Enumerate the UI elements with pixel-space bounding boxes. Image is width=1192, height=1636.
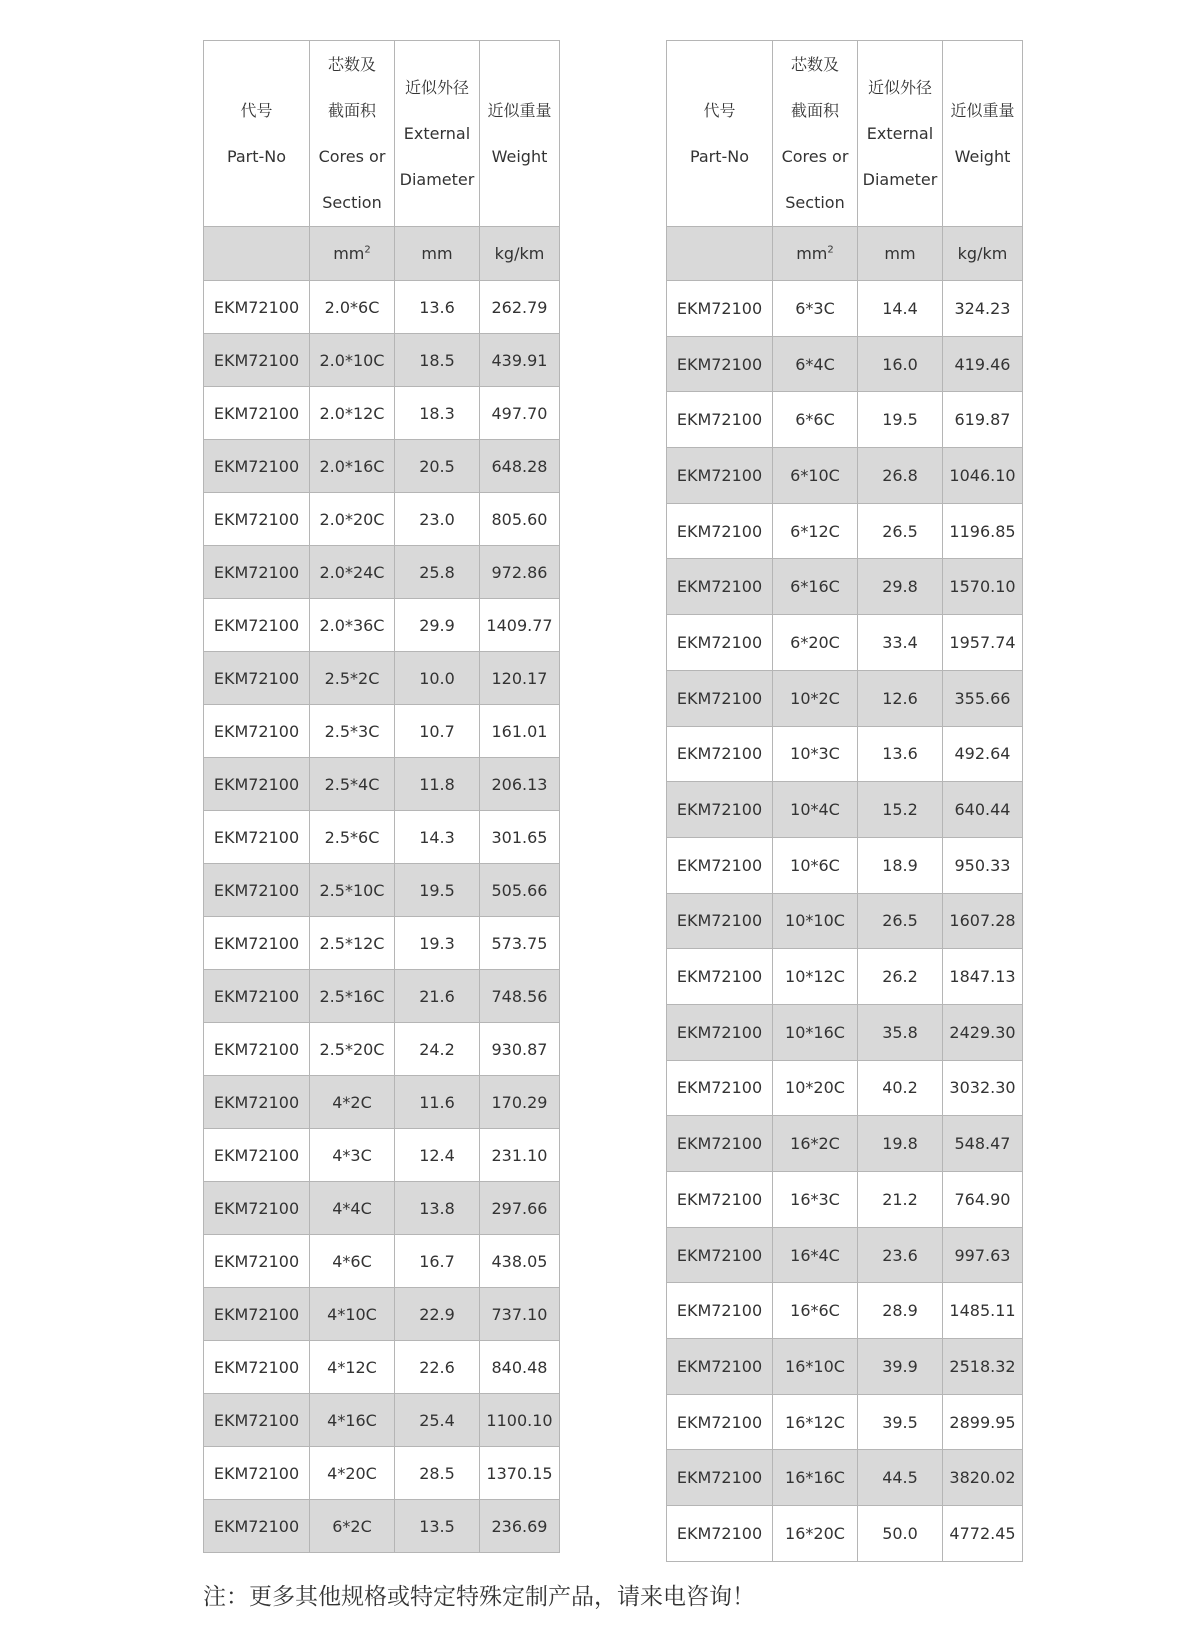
unit-diameter: mm — [858, 227, 943, 281]
table-row — [204, 387, 560, 440]
weight-cell: 640.44 — [943, 782, 1023, 838]
cores-section-cell: 4*12C — [310, 1341, 395, 1394]
part-no-cell: EKM72100 — [667, 782, 773, 838]
diameter-cell: 14.3 — [395, 811, 480, 864]
cores-section-cell: 6*4C — [773, 336, 858, 392]
part-no-cell: EKM72100 — [204, 1129, 310, 1182]
weight-cell: 737.10 — [480, 1288, 560, 1341]
weight-cell: 2429.30 — [943, 1004, 1023, 1060]
unit-weight: kg/km — [480, 227, 560, 281]
part-no-cell: EKM72100 — [667, 503, 773, 559]
part-no-cell: EKM72100 — [204, 387, 310, 440]
table-row — [667, 893, 1023, 949]
part-no-cell: EKM72100 — [667, 1450, 773, 1506]
weight-cell: 439.91 — [480, 334, 560, 387]
diameter-cell: 15.2 — [858, 782, 943, 838]
cores-section-cell: 16*3C — [773, 1172, 858, 1228]
table-row — [667, 1172, 1023, 1228]
cores-section-cell: 16*20C — [773, 1506, 858, 1562]
header-cores-section: 芯数及 截面积 Cores or Section — [773, 41, 858, 227]
table-row — [204, 917, 560, 970]
weight-cell: 1100.10 — [480, 1394, 560, 1447]
table-row — [204, 440, 560, 493]
table-row — [667, 448, 1023, 504]
cores-section-cell: 6*2C — [310, 1500, 395, 1553]
part-no-cell: EKM72100 — [667, 615, 773, 671]
diameter-cell: 39.9 — [858, 1339, 943, 1395]
diameter-cell: 16.0 — [858, 336, 943, 392]
table-row — [667, 1450, 1023, 1506]
cores-section-cell: 2.5*3C — [310, 705, 395, 758]
diameter-cell: 13.5 — [395, 1500, 480, 1553]
table-row — [667, 336, 1023, 392]
weight-cell: 231.10 — [480, 1129, 560, 1182]
diameter-cell: 20.5 — [395, 440, 480, 493]
table-row — [667, 1283, 1023, 1339]
part-no-cell: EKM72100 — [204, 1182, 310, 1235]
table-row — [204, 705, 560, 758]
cores-section-cell: 2.5*2C — [310, 652, 395, 705]
table-row — [667, 1060, 1023, 1116]
diameter-cell: 26.5 — [858, 503, 943, 559]
table-row — [667, 503, 1023, 559]
diameter-cell: 18.5 — [395, 334, 480, 387]
diameter-cell: 19.8 — [858, 1116, 943, 1172]
weight-cell: 492.64 — [943, 726, 1023, 782]
weight-cell: 1570.10 — [943, 559, 1023, 615]
weight-cell: 438.05 — [480, 1235, 560, 1288]
weight-cell: 805.60 — [480, 493, 560, 546]
cores-section-cell: 16*12C — [773, 1394, 858, 1450]
table-row — [204, 1182, 560, 1235]
diameter-cell: 33.4 — [858, 615, 943, 671]
weight-cell: 648.28 — [480, 440, 560, 493]
table-row — [204, 1394, 560, 1447]
part-no-cell: EKM72100 — [204, 970, 310, 1023]
diameter-cell: 28.5 — [395, 1447, 480, 1500]
cores-section-cell: 6*20C — [773, 615, 858, 671]
cores-section-cell: 6*16C — [773, 559, 858, 615]
weight-cell: 161.01 — [480, 705, 560, 758]
weight-cell: 2899.95 — [943, 1394, 1023, 1450]
part-no-cell: EKM72100 — [204, 281, 310, 334]
cores-section-cell: 10*20C — [773, 1060, 858, 1116]
part-no-cell: EKM72100 — [667, 949, 773, 1005]
part-no-cell: EKM72100 — [667, 837, 773, 893]
cores-section-cell: 6*6C — [773, 392, 858, 448]
diameter-cell: 11.6 — [395, 1076, 480, 1129]
part-no-cell: EKM72100 — [667, 1506, 773, 1562]
units-row — [204, 227, 560, 281]
table-row — [204, 970, 560, 1023]
table-row — [204, 1076, 560, 1129]
cores-section-cell: 2.0*20C — [310, 493, 395, 546]
part-no-cell: EKM72100 — [204, 1023, 310, 1076]
cores-section-cell: 4*4C — [310, 1182, 395, 1235]
table-row — [204, 811, 560, 864]
diameter-cell: 13.6 — [395, 281, 480, 334]
weight-cell: 236.69 — [480, 1500, 560, 1553]
cores-section-cell: 10*10C — [773, 893, 858, 949]
part-no-cell: EKM72100 — [204, 1288, 310, 1341]
cores-section-cell: 4*6C — [310, 1235, 395, 1288]
table-header-row — [667, 41, 1023, 227]
cores-section-cell: 10*16C — [773, 1004, 858, 1060]
header-external-diameter: 近似外径 External Diameter — [858, 41, 943, 227]
table-row — [204, 493, 560, 546]
weight-cell: 2518.32 — [943, 1339, 1023, 1395]
weight-cell: 1046.10 — [943, 448, 1023, 504]
diameter-cell: 23.6 — [858, 1227, 943, 1283]
diameter-cell: 19.3 — [395, 917, 480, 970]
diameter-cell: 25.8 — [395, 546, 480, 599]
header-part-no: 代号 Part-No — [667, 41, 773, 227]
cores-section-cell: 10*3C — [773, 726, 858, 782]
part-no-cell: EKM72100 — [204, 1394, 310, 1447]
weight-cell: 1607.28 — [943, 893, 1023, 949]
table-row — [204, 758, 560, 811]
table-row — [667, 392, 1023, 448]
weight-cell: 1370.15 — [480, 1447, 560, 1500]
part-no-cell: EKM72100 — [204, 705, 310, 758]
diameter-cell: 21.2 — [858, 1172, 943, 1228]
diameter-cell: 28.9 — [858, 1283, 943, 1339]
cores-section-cell: 4*2C — [310, 1076, 395, 1129]
table-row — [667, 615, 1023, 671]
cores-section-cell: 2.0*6C — [310, 281, 395, 334]
weight-cell: 619.87 — [943, 392, 1023, 448]
weight-cell: 3032.30 — [943, 1060, 1023, 1116]
diameter-cell: 18.9 — [858, 837, 943, 893]
part-no-cell: EKM72100 — [204, 546, 310, 599]
part-no-cell: EKM72100 — [667, 559, 773, 615]
diameter-cell: 22.6 — [395, 1341, 480, 1394]
part-no-cell: EKM72100 — [667, 1339, 773, 1395]
diameter-cell: 26.5 — [858, 893, 943, 949]
weight-cell: 1409.77 — [480, 599, 560, 652]
table-row — [667, 281, 1023, 337]
weight-cell: 419.46 — [943, 336, 1023, 392]
table-row — [204, 599, 560, 652]
weight-cell: 840.48 — [480, 1341, 560, 1394]
part-no-cell: EKM72100 — [204, 1447, 310, 1500]
weight-cell: 262.79 — [480, 281, 560, 334]
part-no-cell: EKM72100 — [204, 440, 310, 493]
part-no-cell: EKM72100 — [204, 864, 310, 917]
diameter-cell: 14.4 — [858, 281, 943, 337]
part-no-cell: EKM72100 — [204, 758, 310, 811]
table-row — [667, 1004, 1023, 1060]
part-no-cell: EKM72100 — [667, 1172, 773, 1228]
units-row — [667, 227, 1023, 281]
table-row — [667, 1506, 1023, 1562]
spec-table-left — [203, 40, 560, 1553]
spec-table-right — [666, 40, 1023, 1562]
table-row — [667, 559, 1023, 615]
cores-section-cell: 2.0*24C — [310, 546, 395, 599]
diameter-cell: 10.0 — [395, 652, 480, 705]
header-cores-section: 芯数及 截面积 Cores or Section — [310, 41, 395, 227]
unit-cores: $mm^2$ — [773, 227, 858, 281]
diameter-cell: 26.8 — [858, 448, 943, 504]
cores-section-cell: 10*4C — [773, 782, 858, 838]
part-no-cell: EKM72100 — [667, 1004, 773, 1060]
unit-cores: $mm^2$ — [310, 227, 395, 281]
weight-cell: 497.70 — [480, 387, 560, 440]
cores-section-cell: 10*2C — [773, 670, 858, 726]
part-no-cell: EKM72100 — [667, 1060, 773, 1116]
diameter-cell: 29.8 — [858, 559, 943, 615]
weight-cell: 950.33 — [943, 837, 1023, 893]
table-row — [667, 670, 1023, 726]
table-row — [667, 837, 1023, 893]
part-no-cell: EKM72100 — [204, 599, 310, 652]
table-row — [667, 726, 1023, 782]
weight-cell: 764.90 — [943, 1172, 1023, 1228]
part-no-cell: EKM72100 — [204, 334, 310, 387]
diameter-cell: 10.7 — [395, 705, 480, 758]
weight-cell: 548.47 — [943, 1116, 1023, 1172]
cores-section-cell: 16*4C — [773, 1227, 858, 1283]
part-no-cell: EKM72100 — [667, 670, 773, 726]
weight-cell: 972.86 — [480, 546, 560, 599]
diameter-cell: 35.8 — [858, 1004, 943, 1060]
cores-section-cell: 4*16C — [310, 1394, 395, 1447]
diameter-cell: 13.8 — [395, 1182, 480, 1235]
table-row — [204, 1235, 560, 1288]
weight-cell: 1957.74 — [943, 615, 1023, 671]
part-no-cell: EKM72100 — [667, 893, 773, 949]
header-external-diameter: 近似外径 External Diameter — [395, 41, 480, 227]
part-no-cell: EKM72100 — [204, 1076, 310, 1129]
cores-section-cell: 2.5*12C — [310, 917, 395, 970]
weight-cell: 297.66 — [480, 1182, 560, 1235]
weight-cell: 1196.85 — [943, 503, 1023, 559]
cores-section-cell: 16*6C — [773, 1283, 858, 1339]
diameter-cell: 39.5 — [858, 1394, 943, 1450]
diameter-cell: 44.5 — [858, 1450, 943, 1506]
diameter-cell: 13.6 — [858, 726, 943, 782]
cores-section-cell: 4*3C — [310, 1129, 395, 1182]
diameter-cell: 12.4 — [395, 1129, 480, 1182]
diameter-cell: 29.9 — [395, 599, 480, 652]
cores-section-cell: 2.0*12C — [310, 387, 395, 440]
table-row — [204, 1129, 560, 1182]
table-header-row — [204, 41, 560, 227]
unit-diameter: mm — [395, 227, 480, 281]
part-no-cell: EKM72100 — [667, 1116, 773, 1172]
cores-section-cell: 4*20C — [310, 1447, 395, 1500]
cores-section-cell: 16*10C — [773, 1339, 858, 1395]
cores-section-cell: 2.0*36C — [310, 599, 395, 652]
cores-section-cell: 4*10C — [310, 1288, 395, 1341]
unit-part-no — [204, 227, 310, 281]
diameter-cell: 16.7 — [395, 1235, 480, 1288]
diameter-cell: 19.5 — [395, 864, 480, 917]
diameter-cell: 22.9 — [395, 1288, 480, 1341]
cores-section-cell: 6*3C — [773, 281, 858, 337]
table-row — [204, 281, 560, 334]
part-no-cell: EKM72100 — [667, 1283, 773, 1339]
diameter-cell: 26.2 — [858, 949, 943, 1005]
diameter-cell: 24.2 — [395, 1023, 480, 1076]
diameter-cell: 25.4 — [395, 1394, 480, 1447]
weight-cell: 170.29 — [480, 1076, 560, 1129]
table-row — [667, 1394, 1023, 1450]
diameter-cell: 40.2 — [858, 1060, 943, 1116]
cores-section-cell: 2.5*20C — [310, 1023, 395, 1076]
table-row — [667, 949, 1023, 1005]
weight-cell: 1847.13 — [943, 949, 1023, 1005]
cores-section-cell: 10*6C — [773, 837, 858, 893]
weight-cell: 206.13 — [480, 758, 560, 811]
weight-cell: 573.75 — [480, 917, 560, 970]
table-row — [667, 782, 1023, 838]
part-no-cell: EKM72100 — [667, 281, 773, 337]
weight-cell: 4772.45 — [943, 1506, 1023, 1562]
cores-section-cell: 16*16C — [773, 1450, 858, 1506]
table-row — [667, 1339, 1023, 1395]
part-no-cell: EKM72100 — [204, 493, 310, 546]
diameter-cell: 50.0 — [858, 1506, 943, 1562]
diameter-cell: 18.3 — [395, 387, 480, 440]
table-row — [204, 1500, 560, 1553]
table-row — [204, 864, 560, 917]
part-no-cell: EKM72100 — [204, 1500, 310, 1553]
cores-section-cell: 6*12C — [773, 503, 858, 559]
diameter-cell: 23.0 — [395, 493, 480, 546]
diameter-cell: 21.6 — [395, 970, 480, 1023]
part-no-cell: EKM72100 — [667, 336, 773, 392]
weight-cell: 1485.11 — [943, 1283, 1023, 1339]
weight-cell: 505.66 — [480, 864, 560, 917]
table-row — [204, 652, 560, 705]
part-no-cell: EKM72100 — [204, 652, 310, 705]
weight-cell: 3820.02 — [943, 1450, 1023, 1506]
table-row — [204, 546, 560, 599]
table-row — [667, 1116, 1023, 1172]
cores-section-cell: 10*12C — [773, 949, 858, 1005]
weight-cell: 355.66 — [943, 670, 1023, 726]
weight-cell: 748.56 — [480, 970, 560, 1023]
cores-section-cell: 16*2C — [773, 1116, 858, 1172]
table-row — [204, 334, 560, 387]
part-no-cell: EKM72100 — [204, 917, 310, 970]
cores-section-cell: 2.5*6C — [310, 811, 395, 864]
diameter-cell: 11.8 — [395, 758, 480, 811]
header-part-no: 代号 Part-No — [204, 41, 310, 227]
table-row — [204, 1288, 560, 1341]
weight-cell: 301.65 — [480, 811, 560, 864]
part-no-cell: EKM72100 — [204, 1235, 310, 1288]
table-row — [204, 1341, 560, 1394]
part-no-cell: EKM72100 — [667, 392, 773, 448]
part-no-cell: EKM72100 — [667, 448, 773, 504]
cores-section-cell: 2.5*4C — [310, 758, 395, 811]
footer-note: 注：更多其他规格或特定特殊定制产品，请来电咨询！ — [203, 1584, 755, 1610]
part-no-cell: EKM72100 — [667, 1227, 773, 1283]
header-weight: 近似重量 Weight — [480, 41, 560, 227]
weight-cell: 120.17 — [480, 652, 560, 705]
header-weight: 近似重量 Weight — [943, 41, 1023, 227]
weight-cell: 324.23 — [943, 281, 1023, 337]
part-no-cell: EKM72100 — [667, 1394, 773, 1450]
table-row — [204, 1023, 560, 1076]
cores-section-cell: 6*10C — [773, 448, 858, 504]
diameter-cell: 12.6 — [858, 670, 943, 726]
unit-weight: kg/km — [943, 227, 1023, 281]
weight-cell: 930.87 — [480, 1023, 560, 1076]
part-no-cell: EKM72100 — [204, 1341, 310, 1394]
cores-section-cell: 2.5*16C — [310, 970, 395, 1023]
table-row — [667, 1227, 1023, 1283]
part-no-cell: EKM72100 — [204, 811, 310, 864]
cores-section-cell: 2.0*16C — [310, 440, 395, 493]
cores-section-cell: 2.0*10C — [310, 334, 395, 387]
cores-section-cell: 2.5*10C — [310, 864, 395, 917]
weight-cell: 997.63 — [943, 1227, 1023, 1283]
table-row — [204, 1447, 560, 1500]
diameter-cell: 19.5 — [858, 392, 943, 448]
unit-part-no — [667, 227, 773, 281]
part-no-cell: EKM72100 — [667, 726, 773, 782]
